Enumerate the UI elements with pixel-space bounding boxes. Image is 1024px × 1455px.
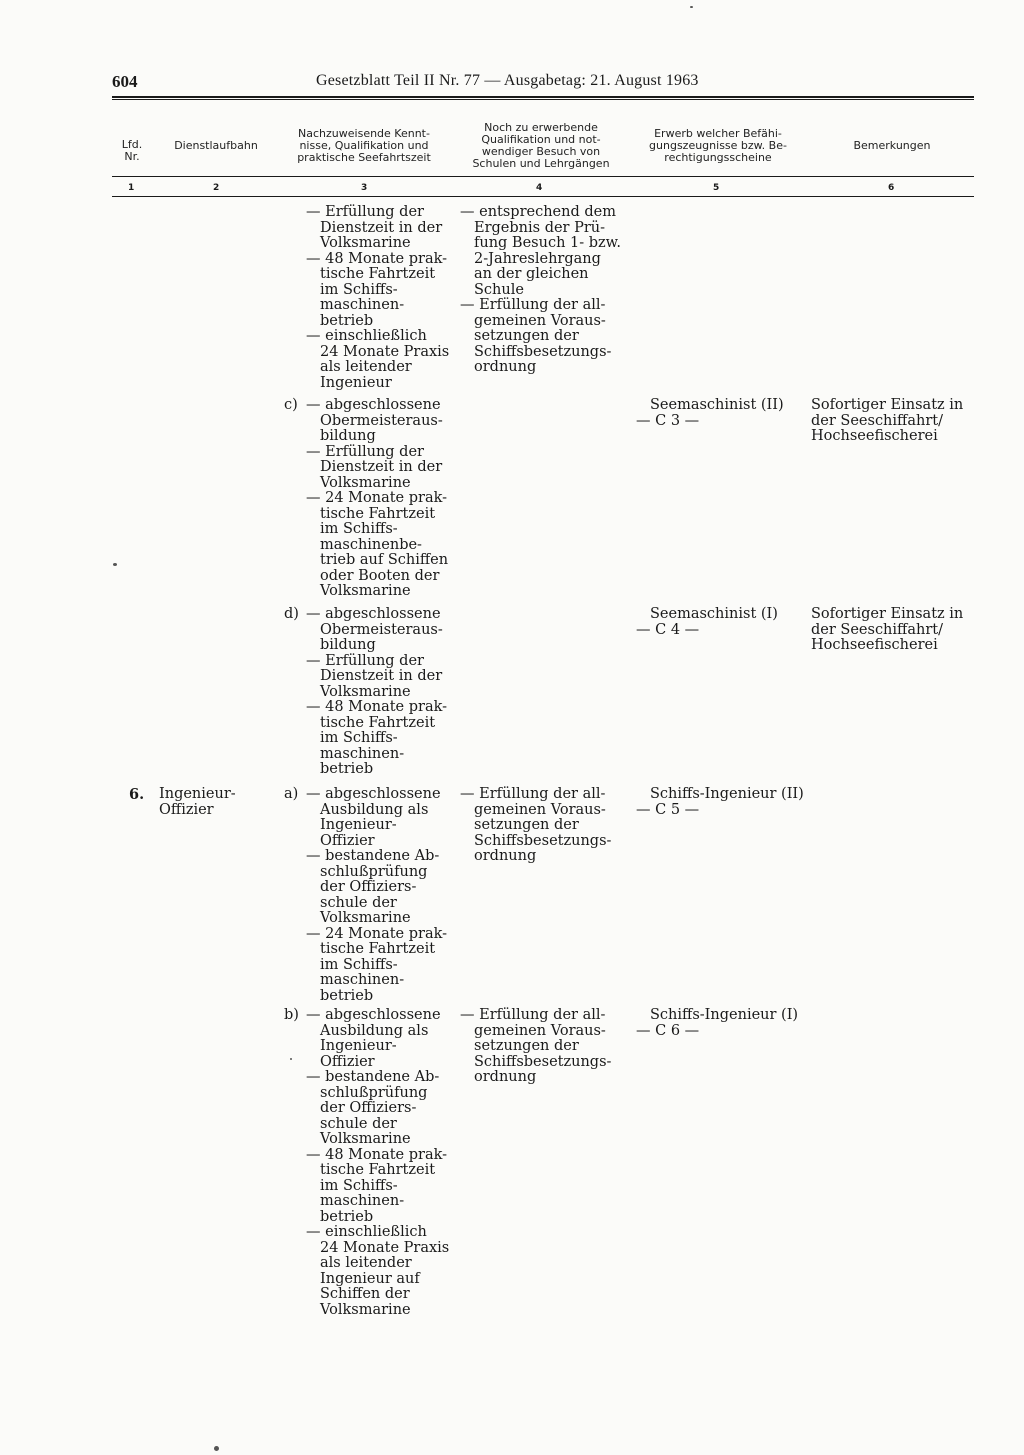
text-line: betrieb xyxy=(320,987,374,1004)
text-line: Schiffs-Ingenieur (I) xyxy=(650,1007,799,1023)
text-line: oder Booten der xyxy=(320,567,440,584)
text-line: Ingenieur- xyxy=(320,817,397,833)
text-line: der Seeschiffahrt/ xyxy=(811,412,943,429)
text-line: tische Fahrtzeit xyxy=(320,505,436,522)
text-line: der Offiziers- xyxy=(320,879,417,895)
text-line: Offizier xyxy=(320,832,375,849)
column-number-2: 2 xyxy=(213,183,220,193)
text-line: Schule xyxy=(474,281,524,298)
text-line: im Schiffs- xyxy=(320,1177,398,1194)
text-line: Ingenieur auf xyxy=(320,1270,420,1287)
text-line: Hochseefischerei xyxy=(811,637,938,653)
text-line: im Schiffs- xyxy=(320,730,398,746)
text-line: der Seeschiffahrt/ xyxy=(811,621,943,638)
text-line: — 24 Monate prak- xyxy=(306,490,448,506)
text-line: maschinen- xyxy=(320,745,405,762)
entry-d-remarks xyxy=(811,607,963,654)
text-line: — abgeschlossene xyxy=(306,1007,441,1023)
header-divider xyxy=(112,176,974,177)
text-line: als leitender xyxy=(320,1255,412,1271)
text-line: — C 3 — xyxy=(636,412,700,429)
scan-speck xyxy=(113,563,117,566)
text-line: gemeinen Voraus- xyxy=(474,1022,606,1039)
entry-c-certificate xyxy=(636,398,784,429)
entry-6a-qualifications xyxy=(306,787,447,1004)
text-line: — Erfüllung der all- xyxy=(460,1007,606,1023)
text-line: — C 6 — xyxy=(636,1022,700,1039)
scan-speck xyxy=(690,6,693,8)
entry-6a-certificate xyxy=(636,787,804,818)
text-line: Ausbildung als xyxy=(320,801,429,818)
text-line: — Erfüllung der xyxy=(306,204,424,220)
column-header-1: Lfd. Nr. xyxy=(121,138,143,163)
text-line: Schiffsbesetzungs- xyxy=(474,343,612,360)
text-line: Sofortiger Einsatz in xyxy=(811,606,964,622)
text-line: Obermeisteraus- xyxy=(320,621,443,638)
text-line: schlußprüfung xyxy=(320,863,428,880)
text-line: bildung xyxy=(320,428,376,444)
entry-6b-qualifications xyxy=(306,1008,449,1318)
text-line: gemeinen Voraus- xyxy=(474,801,606,818)
header-rule xyxy=(112,96,974,98)
text-line: maschinen- xyxy=(320,972,405,988)
text-line: — abgeschlossene xyxy=(306,606,441,622)
entry-6a-marker: a) xyxy=(284,786,299,802)
text-line: Dienstzeit in der xyxy=(320,668,443,684)
entry-continued-requirements xyxy=(460,205,621,376)
text-line: Ingenieur xyxy=(320,374,392,391)
text-line: Seemaschinist (II) xyxy=(650,397,784,413)
entry-d-certificate xyxy=(636,607,778,638)
entry-c-marker: c) xyxy=(284,397,298,413)
text-line: schule der xyxy=(320,1115,397,1132)
text-line: schlußprüfung xyxy=(320,1084,428,1101)
text-line: — 48 Monate prak- xyxy=(306,699,448,715)
text-line: Seemaschinist (I) xyxy=(650,606,778,622)
text-line: tische Fahrtzeit xyxy=(320,266,436,282)
page-number: 604 xyxy=(112,72,138,91)
text-line: — bestandene Ab- xyxy=(306,1069,440,1085)
text-line: — Erfüllung der all- xyxy=(460,297,606,313)
column-number-divider xyxy=(112,196,974,197)
column-header-5: Erwerb welcher Befähi- gungszeugnisse bzw. Be- rechtigungsscheine xyxy=(649,127,787,164)
text-line: Volksmarine xyxy=(320,683,411,700)
text-line: Volksmarine xyxy=(320,583,411,599)
text-line: — 48 Monate prak- xyxy=(306,250,448,267)
text-line: schule der xyxy=(320,894,397,911)
column-header-4: Noch zu erwerbende Qualifikation und not- wendiger Besuch von Schulen und Lehrgängen xyxy=(472,121,610,170)
column-number-4: 4 xyxy=(536,183,543,193)
text-line: als leitender xyxy=(320,359,412,375)
text-line: bildung xyxy=(320,637,376,653)
text-line: 24 Monate Praxis xyxy=(320,1239,450,1256)
text-line: 2-Jahreslehrgang xyxy=(474,250,601,267)
entry-6b-marker: b) xyxy=(284,1007,299,1023)
column-number-6: 6 xyxy=(888,183,895,193)
text-line: ordnung xyxy=(474,1069,537,1085)
scan-speck xyxy=(214,1446,219,1451)
text-line: Schiffsbesetzungs- xyxy=(474,1053,612,1070)
text-line: Ingenieur- xyxy=(320,1038,397,1054)
text-line: Offizier xyxy=(320,1053,375,1070)
text-line: ordnung xyxy=(474,848,537,864)
text-line: — abgeschlossene xyxy=(306,397,441,413)
text-line: betrieb xyxy=(320,1208,374,1225)
text-line: Dienstzeit in der xyxy=(320,219,443,236)
entry-continued-qualifications xyxy=(306,205,449,391)
text-line: — C 4 — xyxy=(636,621,700,638)
column-number-5: 5 xyxy=(713,183,720,193)
text-line: — einschließlich xyxy=(306,328,427,344)
column-header-6: Bemerkungen xyxy=(853,139,931,152)
text-line: — C 5 — xyxy=(636,801,700,818)
text-line: Hochseefischerei xyxy=(811,428,938,444)
entry-c-remarks xyxy=(811,398,963,445)
text-line: — Erfüllung der xyxy=(306,443,424,460)
column-header-2: Dienstlaufbahn xyxy=(174,139,258,152)
text-line: Volksmarine xyxy=(320,1301,411,1318)
entry-6b-requirements xyxy=(460,1008,611,1086)
text-line: Ergebnis der Prü- xyxy=(474,219,606,236)
text-line: — bestandene Ab- xyxy=(306,848,440,864)
scan-speck xyxy=(290,1058,292,1060)
entry-6b-certificate xyxy=(636,1008,798,1039)
text-line: betrieb xyxy=(320,761,374,777)
text-line: tische Fahrtzeit xyxy=(320,714,436,731)
entry-6-career xyxy=(159,787,236,818)
text-line: Volksmarine xyxy=(320,910,411,926)
text-line: Schiffen der xyxy=(320,1286,410,1302)
text-line: Schiffsbesetzungs- xyxy=(474,832,612,849)
text-line: ordnung xyxy=(474,359,537,375)
column-number-3: 3 xyxy=(361,183,368,193)
text-line: Ausbildung als xyxy=(320,1022,429,1039)
text-line: setzungen der xyxy=(474,817,579,833)
entry-c-qualifications xyxy=(306,398,448,600)
text-line: — 24 Monate prak- xyxy=(306,925,448,942)
text-line: gemeinen Voraus- xyxy=(474,312,606,329)
text-line: Volksmarine xyxy=(320,235,411,251)
entry-6-number: 6. xyxy=(129,786,145,803)
text-line: an der gleichen xyxy=(474,266,589,282)
entry-d-marker: d) xyxy=(284,606,299,622)
header-rule-thin xyxy=(112,99,974,100)
text-line: Sofortiger Einsatz in xyxy=(811,397,964,413)
text-line: Ingenieur- xyxy=(159,786,236,802)
text-line: maschinen- xyxy=(320,1193,405,1209)
text-line: Dienstzeit in der xyxy=(320,459,443,475)
text-line: maschinenbe- xyxy=(320,536,422,553)
text-line: setzungen der xyxy=(474,1038,579,1054)
text-line: — Erfüllung der xyxy=(306,652,424,669)
text-line: maschinen- xyxy=(320,297,405,313)
text-line: Volksmarine xyxy=(320,1131,411,1147)
entry-6a-requirements xyxy=(460,787,611,865)
text-line: im Schiffs- xyxy=(320,521,398,537)
entry-d-qualifications xyxy=(306,607,447,778)
text-line: der Offiziers- xyxy=(320,1100,417,1116)
text-line: Volksmarine xyxy=(320,474,411,491)
text-line: — 48 Monate prak- xyxy=(306,1146,448,1163)
text-line: im Schiffs- xyxy=(320,281,398,298)
text-line: Offizier xyxy=(159,801,214,818)
text-line: fung Besuch 1- bzw. xyxy=(474,235,621,251)
text-line: — einschließlich xyxy=(306,1224,427,1240)
text-line: Obermeisteraus- xyxy=(320,412,443,429)
text-line: — entsprechend dem xyxy=(460,204,616,220)
text-line: im Schiffs- xyxy=(320,956,398,973)
text-line: trieb auf Schiffen xyxy=(320,552,449,568)
text-line: tische Fahrtzeit xyxy=(320,1162,436,1178)
text-line: 24 Monate Praxis xyxy=(320,343,450,360)
text-line: betrieb xyxy=(320,312,374,329)
text-line: setzungen der xyxy=(474,328,579,344)
column-number-1: 1 xyxy=(128,183,135,193)
text-line: Schiffs-Ingenieur (II) xyxy=(650,786,804,802)
text-line: — Erfüllung der all- xyxy=(460,786,606,802)
text-line: tische Fahrtzeit xyxy=(320,941,436,957)
column-header-3: Nachzuweisende Kennt- nisse, Qualifikation und praktische Seefahrtszeit xyxy=(297,127,431,164)
page-title: Gesetzblatt Teil II Nr. 77 — Ausgabetag: 21. August 1963 xyxy=(316,72,699,89)
text-line: — abgeschlossene xyxy=(306,786,441,802)
